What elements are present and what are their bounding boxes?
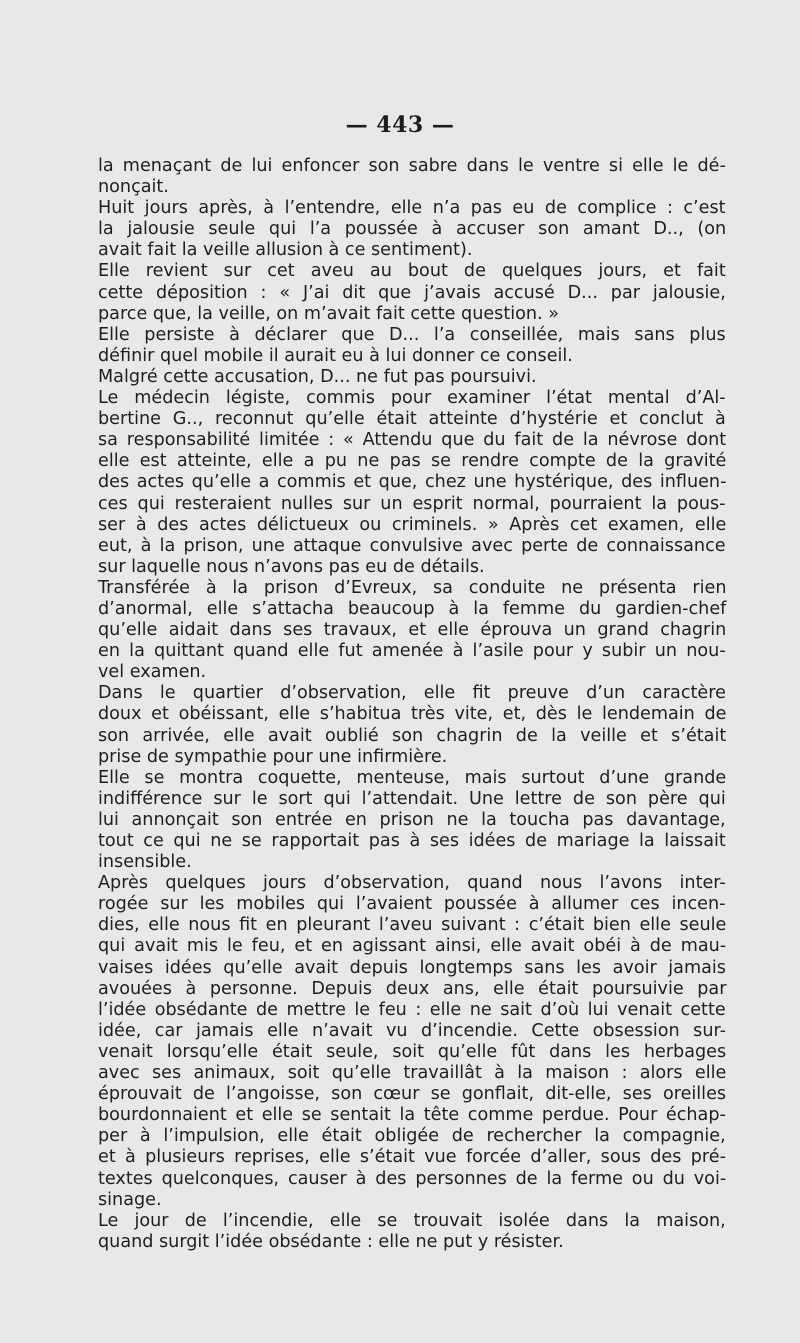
text-line: dies, elle nous fit en pleurant l’aveu suivant : c’était bien elle seule: [98, 915, 727, 936]
text-line: sur laquelle nous n’avons pas eu de détails.: [98, 556, 485, 577]
text-line: des actes qu’elle a commis et que, chez une hystérique, des influen-: [98, 472, 727, 493]
text-line: Malgré cette accusation, D... ne fut pas poursuivi.: [98, 366, 537, 387]
paragraph: [98, 1211, 726, 1253]
text-line: Le jour de l’incendie, elle se trouvait isolée dans la maison,: [98, 1210, 726, 1231]
text-line: lui annonçait son entrée en prison ne la toucha pas davantage,: [98, 809, 726, 830]
text-line: d’anormal, elle s’attacha beaucoup à la femme du gardien-chef: [98, 598, 727, 619]
text-line: sa responsabilité limitée : « Attendu que du fait de la névrose dont: [98, 430, 727, 451]
paragraph: [98, 388, 726, 578]
text-line: la jalousie seule qui l’a poussée à accuser son amant D.., (on: [98, 219, 727, 240]
text-line: bertine G.., reconnut qu’elle était atteinte d’hystérie et conclut à: [98, 409, 726, 430]
text-line: la menaçant de lui enfoncer son sabre dans le ventre si elle le dé-: [98, 156, 726, 176]
text-line: bourdonnaient et elle se sentait la tête comme perdue. Pour échap-: [98, 1105, 726, 1126]
text-line: qui avait mis le feu, et en agissant ainsi, elle avait obéi à de mau-: [98, 936, 727, 957]
text-line: textes quelconques, causer à des personnes de la ferme ou du voi-: [98, 1168, 727, 1189]
paragraph: [98, 325, 726, 367]
text-line: en la quittant quand elle fut amenée à l’asile pour y subir un nou-: [98, 641, 726, 662]
text-line: venait lorsqu’elle était seule, soit qu’elle fût dans les herbages: [98, 1041, 727, 1062]
text-line: tout ce qui ne se rapportait pas à ses idées de mariage la laissait: [98, 831, 726, 851]
text-line: Dans le quartier d’observation, elle fit preuve d’un caractère: [98, 683, 726, 704]
text-line: eut, à la prison, une attaque convulsive avec perte de connaissance: [98, 535, 726, 556]
text-line: son arrivée, elle avait oublié son chagrin de la veille et s’était: [98, 725, 727, 746]
page-number: — 443 —: [345, 112, 455, 138]
text-line: définir quel mobile il aurait eu à lui donner ce conseil.: [98, 345, 573, 366]
text-line: quand surgit l’idée obsédante : elle ne put y résister.: [98, 1231, 564, 1252]
paragraph: [98, 683, 726, 767]
text-line: éprouvait de l’angoisse, son cœur se gonflait, dit-elle, ses oreilles: [98, 1084, 727, 1105]
text-line: idée, car jamais elle n’avait vu d’incendie. Cette obsession sur-: [98, 1020, 726, 1041]
text-line: ces qui resteraient nulles sur un esprit normal, pourraient la pous-: [98, 493, 726, 514]
text-line: rogée sur les mobiles qui l’avaient poussée à allumer ces incen-: [98, 894, 726, 915]
text-line: qu’elle aidait dans ses travaux, et elle éprouva un grand chagrin: [98, 620, 727, 641]
text-line: nonçait.: [98, 177, 169, 198]
text-line: vaises idées qu’elle avait depuis longtemps sans les avoir jamais: [98, 957, 726, 978]
paragraph: [98, 367, 726, 388]
text-line: vel examen.: [98, 662, 207, 683]
paragraph: [98, 156, 726, 198]
text-line: parce que, la veille, on m’avait fait cette question. »: [98, 303, 560, 324]
text-line: insensible.: [98, 852, 192, 873]
text-line: avouées à personne. Depuis deux ans, elle était poursuivie par: [98, 978, 727, 999]
paragraph: [98, 261, 726, 324]
text-line: cette déposition : « J’ai dit que j’avais accusé D... par jalousie,: [98, 282, 726, 303]
text-line: Le médecin légiste, commis pour examiner l’état mental d’Al-: [98, 388, 726, 409]
text-line: et à plusieurs reprises, elle s’était vue forcée d’aller, sous des pré-: [98, 1147, 726, 1168]
text-line: prise de sympathie pour une infirmière.: [98, 746, 448, 767]
text-line: avec ses animaux, soit qu’elle travaillât à la maison : alors elle: [98, 1063, 727, 1084]
text-line: elle est atteinte, elle a pu ne pas se rendre compte de la gravité: [98, 451, 727, 472]
text-line: ser à des actes délictueux ou criminels. » Après cet examen, elle: [98, 514, 727, 535]
text-line: Elle se montra coquette, menteuse, mais surtout d’une grande: [98, 767, 727, 788]
paragraph: [98, 768, 726, 873]
text-line: Elle persiste à déclarer que D... l’a conseillée, mais sans plus: [98, 324, 726, 345]
text-line: avait fait la veille allusion à ce sentiment).: [98, 240, 473, 261]
text-line: Après quelques jours d’observation, quand nous l’avons inter-: [98, 873, 726, 894]
text-line: l’idée obsédante de mettre le feu : elle ne sait d’où lui venait cette: [98, 999, 726, 1020]
paragraph: [98, 873, 726, 1211]
text-line: Transférée à la prison d’Evreux, sa conduite ne présenta rien: [98, 577, 727, 598]
text-line: doux et obéissant, elle s’habitua très vite, et, dès le lendemain de: [98, 704, 727, 725]
text-line: Elle revient sur cet aveu au bout de quelques jours, et fait: [98, 261, 726, 282]
paragraph: [98, 578, 726, 683]
text-line: indifférence sur le sort qui l’attendait. Une lettre de son père qui: [98, 788, 726, 809]
paragraph: [98, 198, 726, 261]
text-line: sinage.: [98, 1189, 162, 1210]
body-text: [98, 156, 726, 1253]
text-line: per à l’impulsion, elle était obligée de rechercher la compagnie,: [98, 1126, 726, 1147]
text-line: Huit jours après, à l’entendre, elle n’a pas eu de complice : c’est: [98, 198, 726, 219]
